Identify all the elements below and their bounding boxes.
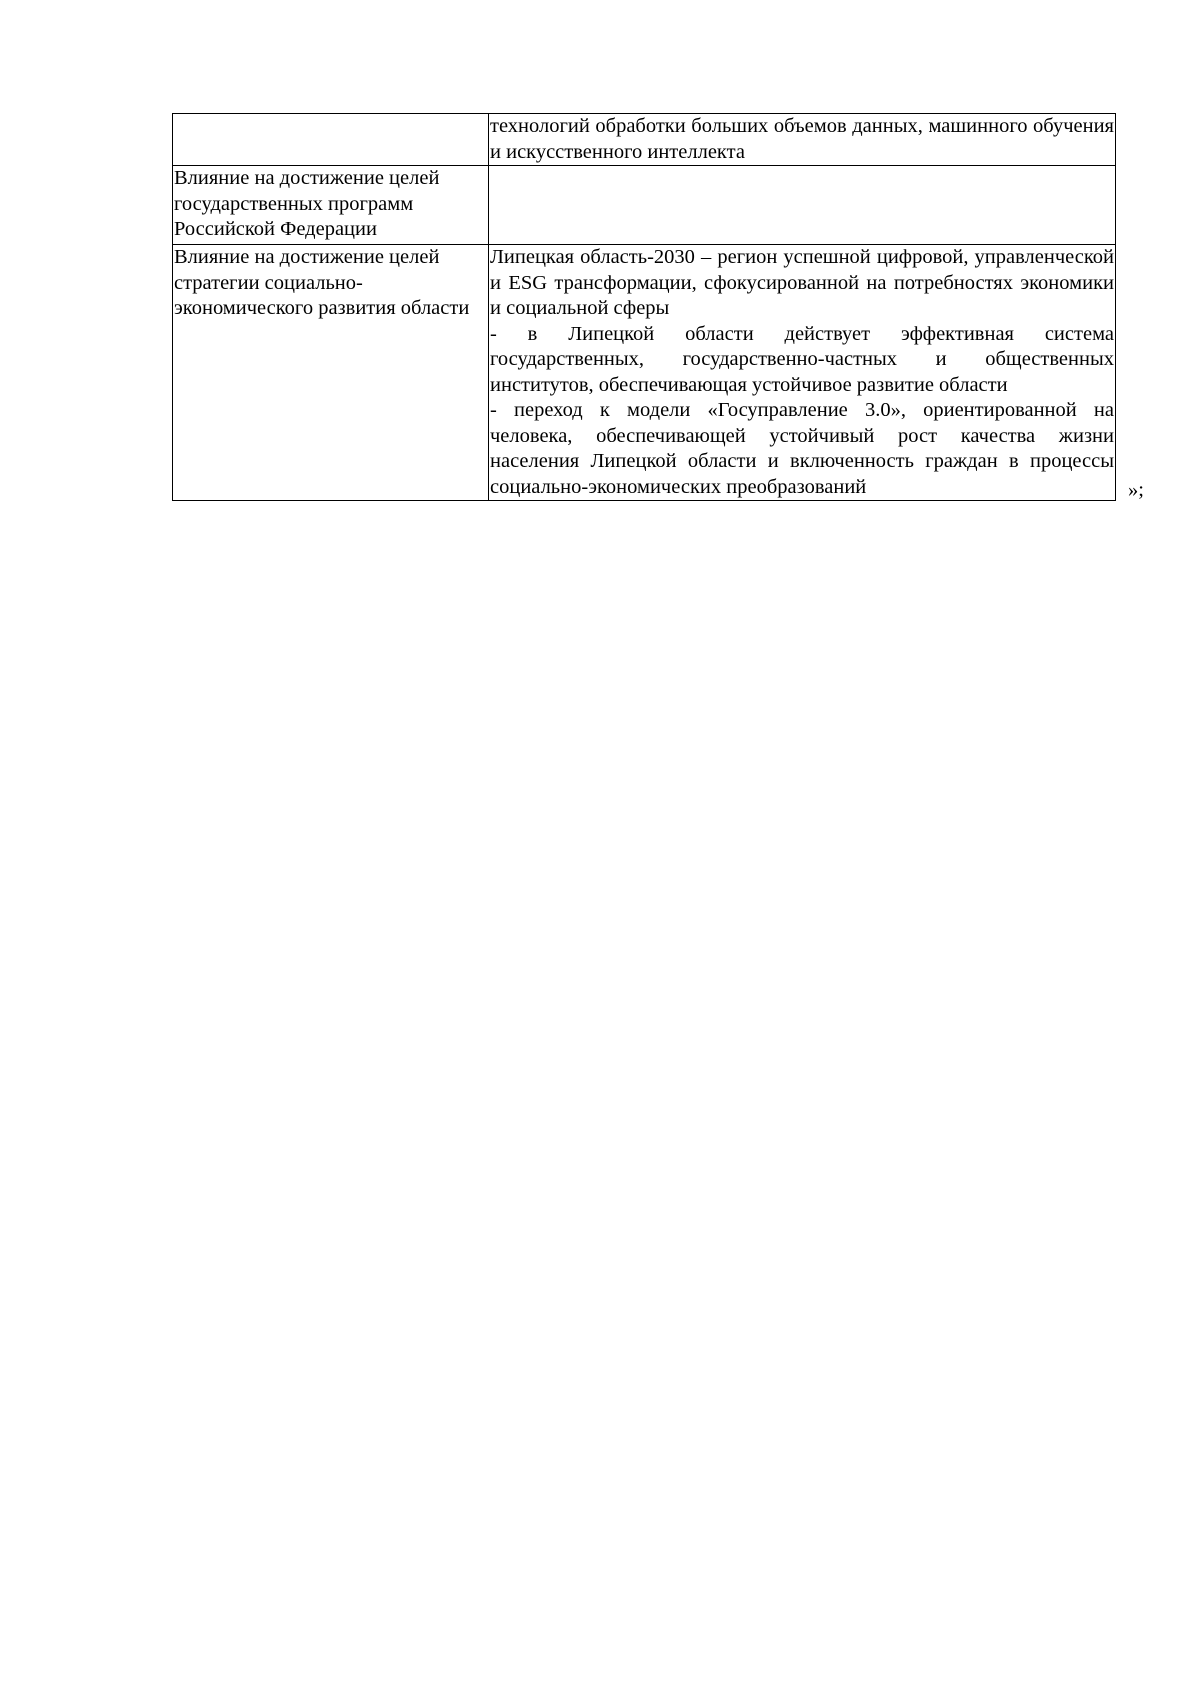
row-content-cell <box>489 166 1116 245</box>
table-row <box>173 245 1116 501</box>
row-label-cell: Влияние на достижение целей государственных программ Российской Федерации <box>173 166 489 245</box>
content-paragraph: - переход к модели «Госуправление 3.0», ориентированной на человека, обеспечивающей устойчивый рост качества жизни населения Липецкой области и включенность граждан в процессы социально-экономических преобразований <box>490 399 1114 498</box>
row-content-cell <box>489 114 1116 166</box>
content-paragraph: - в Липецкой области действует эффективная система государственных, государственно-частных и общественных институтов, обеспечивающая устойчивое развитие области <box>490 322 1114 396</box>
content-paragraph: Липецкая область-2030 – регион успешной цифровой, управленческой и ESG трансформации, сфокусированной на потребностях экономики и социальной сферы <box>490 246 1114 319</box>
table-row <box>173 166 1116 245</box>
row-label-cell <box>173 114 489 166</box>
table-row <box>173 114 1116 166</box>
passport-table <box>172 113 1116 501</box>
row-content-cell <box>489 245 1116 501</box>
content-paragraph: технологий обработки больших объемов данных, машинного обучения и искусственного интеллекта <box>490 115 1114 163</box>
row-label-cell: Влияние на достижение целей стратегии социально-экономического развития области <box>173 245 489 501</box>
closing-quote-mark: »; <box>1128 479 1144 501</box>
